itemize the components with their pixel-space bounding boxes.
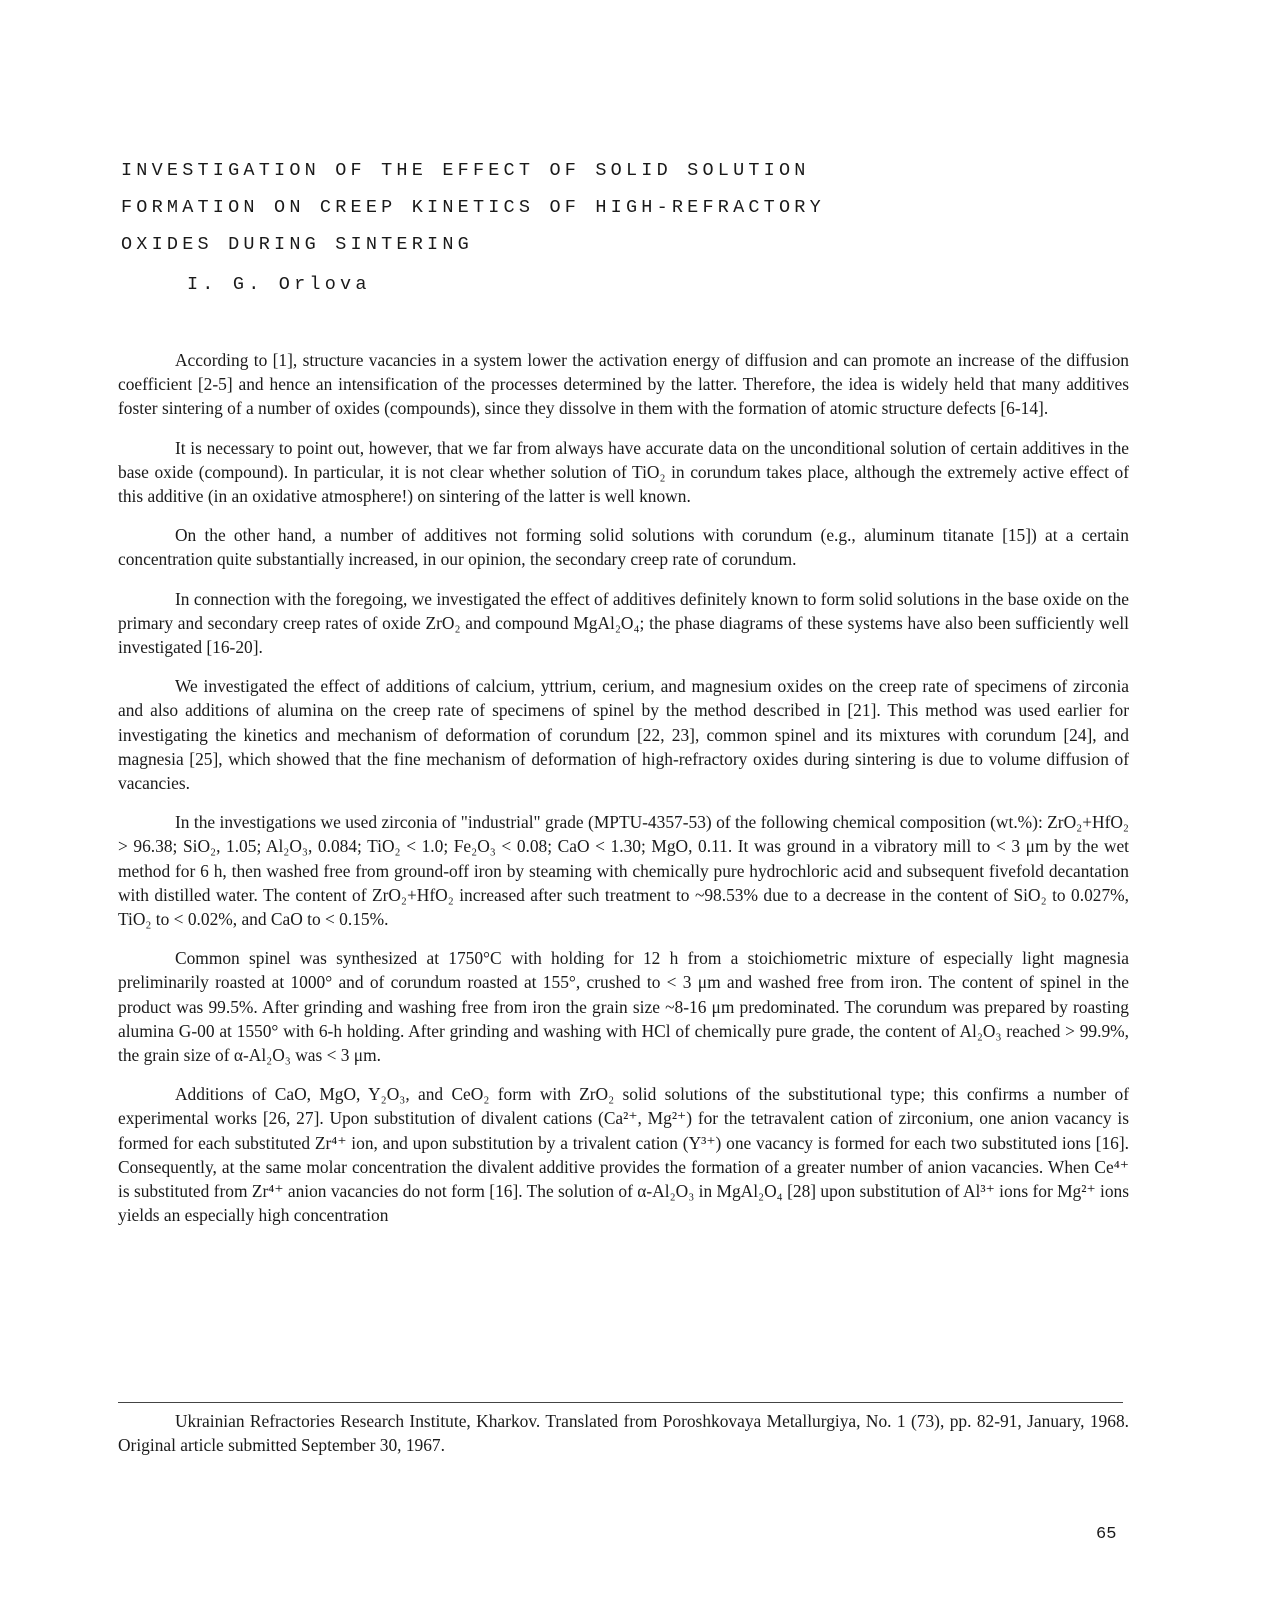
title-line: OXIDES DURING SINTERING (121, 234, 473, 255)
body-paragraph: Common spinel was synthesized at 1750°C with holding for 12 h from a stoichiometric mixture of especially light magnesia preliminarily roasted at 1000° and of corundum roasted at 155°, crushed to < 3 μm and washed free from iron. The content of spinel in the product was 99.5%. After grinding and washing free from iron the grain size ~8-16 μm predominated. The corundum was prepared by roasting alumina G-00 at 1550° with 6-h holding. After grinding and washing with HCl of chemically pure grade, the content of Al₂O₃ reached > 99.9%, the grain size of α-Al₂O₃ was < 3 μm. (118, 948, 1129, 1066)
body-paragraph: In the investigations we used zirconia of "industrial" grade (MPTU-4357-53) of the following chemical composition (wt.%): ZrO₂+HfO₂ > 96.38; SiO₂, 1.05; Al₂O₃, 0.084; TiO₂ < 1.0; Fe₂O₃ < 0.08; CaO < 1.30; MgO, 0.11. It was ground in a vibratory mill to < 3 μm by the wet method for 6 h, then washed free from ground-off iron by steaming with chemically pure hydrochloric acid and subsequent fivefold decantation with distilled water. The content of ZrO₂+HfO₂ increased after such treatment to ~98.53% due to a decrease in the content of SiO₂ to 0.027%, TiO₂ to < 0.02%, and CaO to < 0.15%. (118, 812, 1129, 930)
body-paragraph: According to [1], structure vacancies in a system lower the activation energy of diffusion and can promote an increase of the diffusion coefficient [2-5] and hence an intensification of the processes determined by the latter. Therefore, the idea is widely held that many additives foster sintering of a number of oxides (compounds), since they dissolve in them with the formation of atomic structure defects [6-14]. (118, 350, 1129, 419)
body-paragraph: It is necessary to point out, however, that we far from always have accurate data on the unconditional solution of certain additives in the base oxide (compound). In particular, it is not clear whether solution of TiO₂ in corundum takes place, although the extremely active effect of this additive (in an oxidative atmosphere!) on sintering of the latter is well known. (118, 437, 1129, 507)
title-line: INVESTIGATION OF THE EFFECT OF SOLID SOLUTION (121, 160, 810, 181)
page-number: 65 (1096, 1525, 1117, 1544)
footnote-divider (118, 1402, 1123, 1403)
body-paragraph: Additions of CaO, MgO, Y₂O₃, and CeO₂ form with ZrO₂ solid solutions of the substitutional type; this confirms a number of experimental works [26, 27]. Upon substitution of divalent cations (Ca²⁺, Mg²⁺) for the tetravalent cation of zirconium, one anion vacancy is formed for each substituted Zr⁴⁺ ion, and upon substitution by a trivalent cation (Y³⁺) one vacancy is formed for each two substituted ions [16]. Consequently, at the same molar concentration the divalent additive provides the formation of a greater number of anion vacancies. When Ce⁴⁺ is substituted from Zr⁴⁺ anion vacancies do not form [16]. The solution of α-Al₂O₃ in MgAl₂O₄ [28] upon substitution of Al³⁺ ions for Mg²⁺ ions yields an especially high concentration (118, 1084, 1129, 1226)
article-title (121, 152, 1121, 263)
title-line: FORMATION ON CREEP KINETICS OF HIGH-REFRACTORY (121, 197, 825, 218)
body-paragraph: On the other hand, a number of additives not forming solid solutions with corundum (e.g., aluminum titanate [15]) at a certain concentration quite substantially increased, in our opinion, the secondary creep rate of corundum. (118, 525, 1129, 570)
body-paragraph: In connection with the foregoing, we investigated the effect of additives definitely known to form solid solutions in the base oxide on the primary and secondary creep rates of oxide ZrO₂ and compound MgAl₂O₄; the phase diagrams of these systems have also been sufficiently well investigated [16-20]. (118, 588, 1129, 658)
author-name: I. G. Orlova (187, 274, 371, 295)
article-body (118, 348, 1129, 1243)
body-paragraph: We investigated the effect of additions of calcium, yttrium, cerium, and magnesium oxides on the creep rate of specimens of zirconia and also additions of alumina on the creep rate of specimens of spinel by the method described in [21]. This method was used earlier for investigating the kinetics and mechanism of deformation of corundum [22, 23], common spinel and its mixtures with corundum [24], and magnesia [25], which showed that the fine mechanism of deformation of high-refractory oxides during sintering is due to volume diffusion of vacancies. (118, 676, 1129, 794)
footnote: Ukrainian Refractories Research Institute, Kharkov. Translated from Poroshkovaya Metallurgiya, No. 1 (73), pp. 82-91, January, 1968. Original article submitted September 30, 1967. (118, 1411, 1129, 1455)
